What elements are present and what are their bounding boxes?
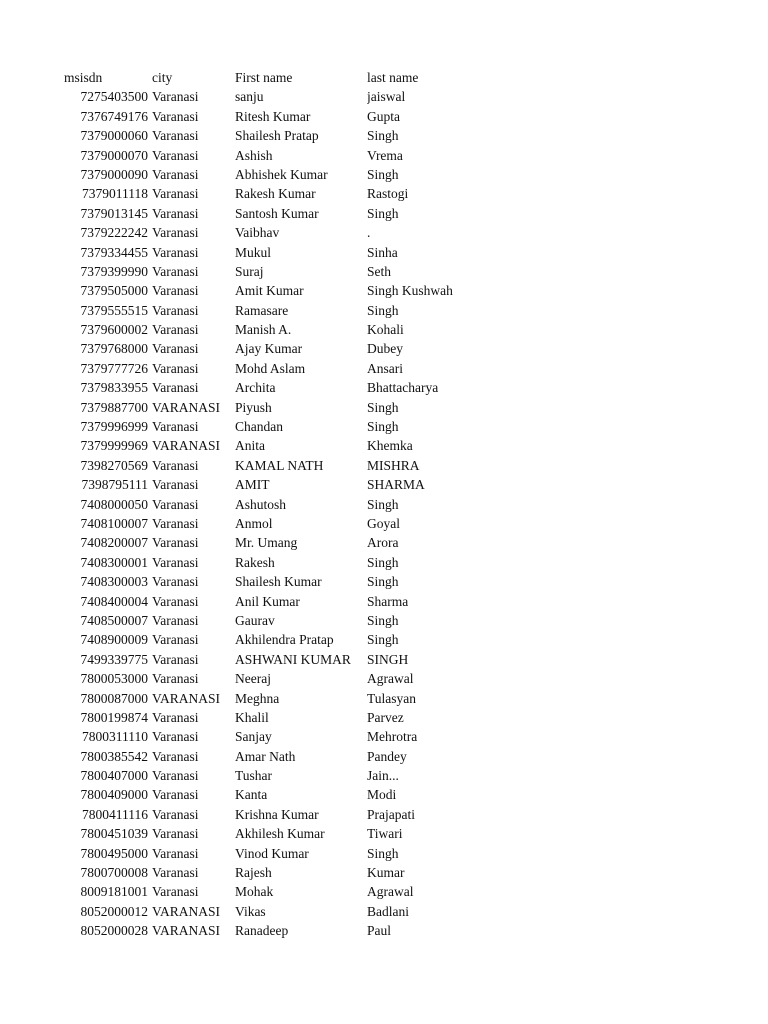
cell-first-name: Krishna Kumar xyxy=(235,806,319,822)
column-header-last-name: last name xyxy=(367,70,419,85)
table-row xyxy=(0,611,768,630)
column-header-msisdn: msisdn xyxy=(64,70,103,85)
cell-last-name: Singh xyxy=(367,496,399,512)
cell-last-name: Parvez xyxy=(367,709,404,725)
table-row xyxy=(0,747,768,766)
table-row xyxy=(0,650,768,669)
cell-city: VARANASI xyxy=(152,690,221,706)
cell-last-name: Singh xyxy=(367,554,399,570)
table-row xyxy=(0,785,768,804)
cell-msisdn: 7800385542 xyxy=(80,748,148,764)
cell-last-name: Ansari xyxy=(367,360,403,376)
cell-city: VARANASI xyxy=(152,923,221,939)
cell-last-name: Paul xyxy=(367,923,392,939)
cell-last-name: Mehrotra xyxy=(367,729,418,745)
cell-first-name: Manish A. xyxy=(235,322,292,338)
cell-last-name: Khemka xyxy=(367,438,413,454)
table-row xyxy=(0,126,768,145)
table-row xyxy=(0,243,768,262)
cell-msisdn: 7379399990 xyxy=(80,263,148,279)
cell-city: Varanasi xyxy=(152,419,199,435)
cell-city: Varanasi xyxy=(152,632,199,648)
table-row xyxy=(0,165,768,184)
cell-msisdn: 7379505000 xyxy=(80,283,148,299)
table-row xyxy=(0,204,768,223)
table-row xyxy=(0,456,768,475)
cell-city: Varanasi xyxy=(152,671,199,687)
table-row xyxy=(0,495,768,514)
cell-first-name: Sanjay xyxy=(235,729,272,745)
cell-first-name: Meghna xyxy=(235,690,280,706)
table-row xyxy=(0,863,768,882)
cell-msisdn: 7499339775 xyxy=(80,651,148,667)
cell-first-name: Amar Nath xyxy=(235,748,296,764)
cell-city: Varanasi xyxy=(152,612,199,628)
cell-last-name: Kohali xyxy=(367,322,404,338)
table-row xyxy=(0,378,768,397)
cell-last-name: Tiwari xyxy=(367,826,403,842)
cell-msisdn: 7800451039 xyxy=(80,826,148,842)
cell-first-name: AMIT xyxy=(235,477,270,493)
cell-first-name: Rajesh xyxy=(235,865,272,881)
cell-last-name: Singh xyxy=(367,632,399,648)
cell-msisdn: 7800311110 xyxy=(82,729,148,745)
table-row xyxy=(0,844,768,863)
cell-city: Varanasi xyxy=(152,865,199,881)
cell-city: Varanasi xyxy=(152,496,199,512)
cell-last-name: Singh Kushwah xyxy=(367,283,453,299)
cell-first-name: Ashutosh xyxy=(235,496,287,512)
cell-first-name: Vikas xyxy=(235,903,266,919)
table-row xyxy=(0,301,768,320)
cell-first-name: Akhilendra Pratap xyxy=(235,632,334,648)
table-row xyxy=(0,475,768,494)
cell-first-name: Abhishek Kumar xyxy=(235,166,328,182)
cell-city: Varanasi xyxy=(152,826,199,842)
cell-first-name: Vinod Kumar xyxy=(235,845,309,861)
cell-msisdn: 7379013145 xyxy=(80,205,148,221)
table-row xyxy=(0,87,768,106)
cell-city: VARANASI xyxy=(152,399,221,415)
cell-first-name: Ranadeep xyxy=(235,923,289,939)
cell-city: Varanasi xyxy=(152,574,199,590)
cell-city: Varanasi xyxy=(152,225,199,241)
table-row xyxy=(0,669,768,688)
cell-first-name: Shailesh Pratap xyxy=(235,128,319,144)
cell-last-name: Dubey xyxy=(367,341,403,357)
cell-first-name: sanju xyxy=(235,89,264,105)
cell-first-name: Ashish xyxy=(235,147,273,163)
cell-msisdn: 7408200007 xyxy=(80,535,148,551)
cell-msisdn: 7800087000 xyxy=(80,690,148,706)
cell-last-name: Prajapati xyxy=(367,806,415,822)
cell-msisdn: 7275403500 xyxy=(80,89,148,105)
cell-msisdn: 7379887700 xyxy=(80,399,148,415)
cell-first-name: Rakesh xyxy=(235,554,275,570)
cell-first-name: Kanta xyxy=(235,787,268,803)
cell-first-name: Ritesh Kumar xyxy=(235,108,311,124)
cell-first-name: Tushar xyxy=(235,768,273,784)
cell-first-name: ASHWANI KUMAR xyxy=(235,651,351,667)
cell-msisdn: 7800495000 xyxy=(80,845,148,861)
cell-msisdn: 8052000012 xyxy=(80,903,148,919)
cell-msisdn: 7408500007 xyxy=(80,612,148,628)
cell-last-name: Singh xyxy=(367,612,399,628)
cell-msisdn: 7376749176 xyxy=(80,108,148,124)
table-row xyxy=(0,262,768,281)
cell-msisdn: 7379000090 xyxy=(80,166,148,182)
cell-last-name: Singh xyxy=(367,845,399,861)
table-header-row xyxy=(0,68,768,87)
cell-last-name: Singh xyxy=(367,399,399,415)
table-row xyxy=(0,882,768,901)
cell-first-name: Khalil xyxy=(235,709,269,725)
cell-city: Varanasi xyxy=(152,477,199,493)
cell-city: Varanasi xyxy=(152,380,199,396)
cell-last-name: Singh xyxy=(367,574,399,590)
cell-city: Varanasi xyxy=(152,244,199,260)
table-row xyxy=(0,533,768,552)
cell-city: Varanasi xyxy=(152,884,199,900)
table-row xyxy=(0,281,768,300)
cell-first-name: Chandan xyxy=(235,419,283,435)
cell-city: Varanasi xyxy=(152,186,199,202)
cell-last-name: Modi xyxy=(367,787,397,803)
table-row xyxy=(0,727,768,746)
cell-last-name: Agrawal xyxy=(367,884,414,900)
table-row xyxy=(0,921,768,940)
cell-msisdn: 7408300003 xyxy=(80,574,148,590)
cell-last-name: Goyal xyxy=(367,515,400,531)
cell-msisdn: 7398795111 xyxy=(81,477,148,493)
cell-city: Varanasi xyxy=(152,360,199,376)
cell-city: Varanasi xyxy=(152,205,199,221)
table-row xyxy=(0,572,768,591)
cell-city: Varanasi xyxy=(152,166,199,182)
table-row xyxy=(0,689,768,708)
cell-msisdn: 7800053000 xyxy=(80,671,148,687)
cell-city: Varanasi xyxy=(152,515,199,531)
cell-msisdn: 7408900009 xyxy=(80,632,148,648)
cell-msisdn: 7379011118 xyxy=(82,186,148,202)
cell-city: Varanasi xyxy=(152,457,199,473)
table-row xyxy=(0,320,768,339)
table-row xyxy=(0,766,768,785)
cell-city: Varanasi xyxy=(152,263,199,279)
cell-msisdn: 7379777726 xyxy=(80,360,148,376)
cell-city: Varanasi xyxy=(152,593,199,609)
cell-city: Varanasi xyxy=(152,554,199,570)
cell-city: Varanasi xyxy=(152,787,199,803)
cell-city: Varanasi xyxy=(152,322,199,338)
cell-first-name: Anmol xyxy=(235,515,273,531)
table-row xyxy=(0,592,768,611)
contact-table xyxy=(0,68,768,941)
table-row xyxy=(0,398,768,417)
table-row xyxy=(0,805,768,824)
table-row xyxy=(0,824,768,843)
column-header-city: city xyxy=(152,70,173,85)
cell-city: Varanasi xyxy=(152,709,199,725)
cell-city: Varanasi xyxy=(152,806,199,822)
cell-last-name: Singh xyxy=(367,128,399,144)
cell-msisdn: 7398270569 xyxy=(80,457,148,473)
table-row xyxy=(0,436,768,455)
cell-first-name: Neeraj xyxy=(235,671,271,687)
cell-first-name: Santosh Kumar xyxy=(235,205,319,221)
cell-city: Varanasi xyxy=(152,108,199,124)
cell-city: Varanasi xyxy=(152,283,199,299)
cell-last-name: Gupta xyxy=(367,108,400,124)
cell-first-name: Amit Kumar xyxy=(235,283,304,299)
column-header-first-name: First name xyxy=(235,70,293,85)
cell-last-name: Jain... xyxy=(367,768,399,784)
cell-first-name: Mukul xyxy=(235,244,272,260)
cell-first-name: Ajay Kumar xyxy=(235,341,303,357)
cell-city: Varanasi xyxy=(152,768,199,784)
cell-last-name: Rastogi xyxy=(367,186,409,202)
cell-last-name: Vrema xyxy=(367,147,403,163)
cell-first-name: Mohd Aslam xyxy=(235,360,306,376)
table-row xyxy=(0,902,768,921)
cell-city: Varanasi xyxy=(152,748,199,764)
cell-city: Varanasi xyxy=(152,729,199,745)
cell-msisdn: 7379999969 xyxy=(80,438,148,454)
cell-msisdn: 7379833955 xyxy=(80,380,148,396)
table-row xyxy=(0,553,768,572)
cell-last-name: SINGH xyxy=(367,651,409,667)
cell-msisdn: 7408300001 xyxy=(80,554,148,570)
cell-first-name: Gaurav xyxy=(235,612,275,628)
cell-first-name: Rakesh Kumar xyxy=(235,186,316,202)
cell-first-name: Mr. Umang xyxy=(235,535,298,551)
cell-msisdn: 7379555515 xyxy=(80,302,148,318)
table-row xyxy=(0,146,768,165)
table-row xyxy=(0,630,768,649)
cell-first-name: Piyush xyxy=(235,399,272,415)
cell-msisdn: 7379600002 xyxy=(80,322,148,338)
cell-last-name: Arora xyxy=(367,535,399,551)
cell-city: Varanasi xyxy=(152,128,199,144)
cell-msisdn: 8009181001 xyxy=(80,884,148,900)
cell-last-name: Singh xyxy=(367,205,399,221)
cell-city: Varanasi xyxy=(152,845,199,861)
cell-msisdn: 7379768000 xyxy=(80,341,148,357)
cell-last-name: Singh xyxy=(367,419,399,435)
cell-msisdn: 7800700008 xyxy=(80,865,148,881)
cell-last-name: Sinha xyxy=(367,244,398,260)
table-row xyxy=(0,417,768,436)
table-row xyxy=(0,359,768,378)
cell-msisdn: 7379222242 xyxy=(80,225,148,241)
cell-city: Varanasi xyxy=(152,89,199,105)
cell-last-name: Pandey xyxy=(367,748,407,764)
cell-msisdn: 7379334455 xyxy=(80,244,148,260)
table-row xyxy=(0,223,768,242)
cell-msisdn: 7800199874 xyxy=(80,709,148,725)
cell-msisdn: 7408400004 xyxy=(80,593,148,609)
cell-first-name: Akhilesh Kumar xyxy=(235,826,325,842)
cell-last-name: . xyxy=(367,225,371,241)
cell-city: VARANASI xyxy=(152,903,221,919)
cell-first-name: KAMAL NATH xyxy=(235,457,324,473)
cell-msisdn: 7800409000 xyxy=(80,787,148,803)
cell-first-name: Archita xyxy=(235,380,276,396)
cell-last-name: Tulasyan xyxy=(367,690,417,706)
cell-city: VARANASI xyxy=(152,438,221,454)
table-row xyxy=(0,107,768,126)
cell-city: Varanasi xyxy=(152,147,199,163)
cell-first-name: Vaibhav xyxy=(235,225,280,241)
cell-last-name: Seth xyxy=(367,263,392,279)
cell-last-name: jaiswal xyxy=(367,89,406,105)
table-row xyxy=(0,708,768,727)
cell-city: Varanasi xyxy=(152,651,199,667)
cell-msisdn: 7800411116 xyxy=(82,806,148,822)
cell-last-name: Agrawal xyxy=(367,671,414,687)
cell-last-name: Badlani xyxy=(367,903,409,919)
cell-msisdn: 7379000060 xyxy=(80,128,148,144)
cell-msisdn: 7408000050 xyxy=(80,496,148,512)
table-row xyxy=(0,184,768,203)
cell-first-name: Shailesh Kumar xyxy=(235,574,322,590)
cell-last-name: Singh xyxy=(367,166,399,182)
cell-first-name: Mohak xyxy=(235,884,274,900)
cell-city: Varanasi xyxy=(152,535,199,551)
cell-city: Varanasi xyxy=(152,302,199,318)
cell-msisdn: 7408100007 xyxy=(80,515,148,531)
cell-msisdn: 8052000028 xyxy=(80,923,148,939)
cell-first-name: Ramasare xyxy=(235,302,289,318)
cell-last-name: Singh xyxy=(367,302,399,318)
table-row xyxy=(0,514,768,533)
cell-last-name: MISHRA xyxy=(367,457,420,473)
cell-first-name: Suraj xyxy=(235,263,264,279)
cell-first-name: Anita xyxy=(235,438,265,454)
cell-last-name: Bhattacharya xyxy=(367,380,439,396)
cell-msisdn: 7379996999 xyxy=(80,419,148,435)
cell-last-name: Kumar xyxy=(367,865,405,881)
cell-msisdn: 7379000070 xyxy=(80,147,148,163)
cell-last-name: SHARMA xyxy=(367,477,425,493)
cell-first-name: Anil Kumar xyxy=(235,593,300,609)
cell-city: Varanasi xyxy=(152,341,199,357)
table-body xyxy=(0,87,768,940)
cell-last-name: Sharma xyxy=(367,593,409,609)
cell-msisdn: 7800407000 xyxy=(80,768,148,784)
table-row xyxy=(0,339,768,358)
